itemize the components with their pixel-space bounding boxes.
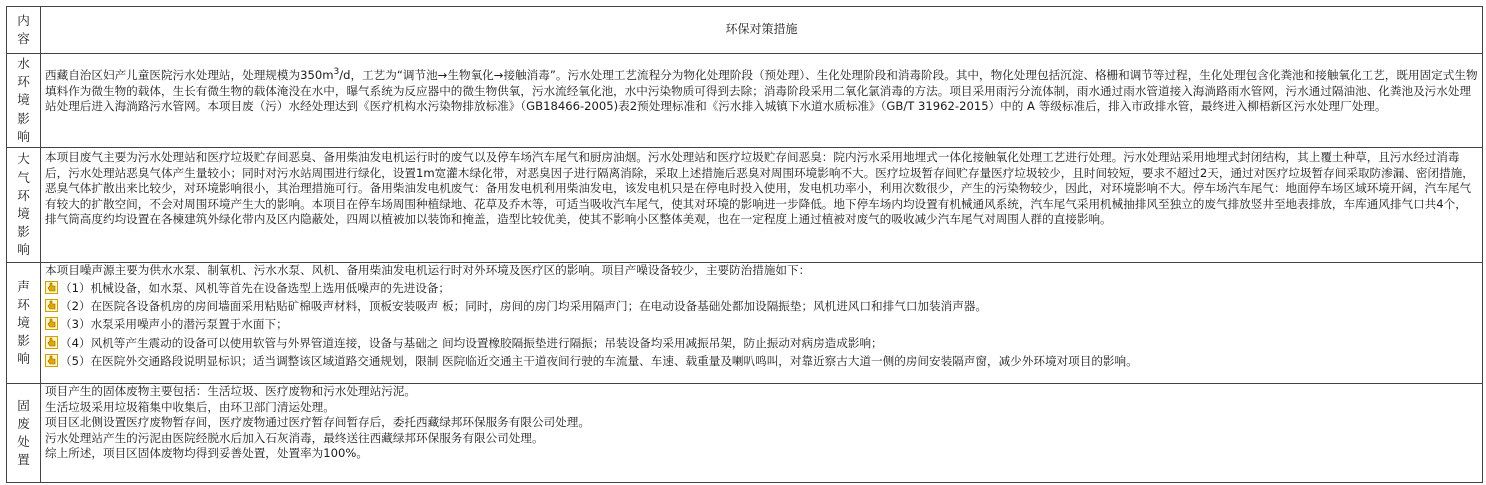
- hand-pointer-icon: [45, 299, 58, 312]
- hand-pointer-icon: [45, 336, 58, 349]
- noise-item-text: （3）水泵采用噪声小的潜污泵置于水面下；: [60, 317, 288, 332]
- water-category-label: 水环境影响: [17, 56, 30, 144]
- noise-row: [7, 263, 1483, 384]
- water-text-part1: 西藏自治区妇产儿童医院污水处理站，处理规模为350m: [45, 68, 334, 82]
- noise-category-cell: [7, 263, 41, 384]
- air-text: 本项目废气主要为污水处理站和医疗垃圾贮存间恶臭、备用柴油发电机运行时的废气以及停车场汽车尾气和厨房油烟。污水处理站和医疗垃圾贮存间恶臭：院内污水采用地埋式一体化接触氧化处理工艺进行处理。污水处理站采用地埋式封闭结构，其上覆土种草，且污水经过消毒后，污水处理站恶臭气体产生量较小；同时对污水站周围进行绿化，设置1m宽灌木绿化带，对恶臭因子进行隔离消除，采取上述措施后恶臭对周围环境影响不大。医疗垃圾暂存间贮存量医疗垃圾较少，且时间较短，要求不超过2天，通过对医疗垃圾暂存间采取防渗漏、密闭措施，恶臭气体扩散出来比较少，对环境影响很小，其治理措施可行。备用柴油发电机废气：备用发电机利用柴油发电，该发电机只是在停电时投入使用，发电机功率小，利用次数很少，产生的污染物较少，因此，对环境影响不大。停车场汽车尾气：地面停车场区域环境开阔，汽车尾气有较大的扩散空间，不会对周围环境产生大的影响。本项目在停车场周围种植绿地、花草及乔木等，可适当吸收汽车尾气，使其对环境的影响进一步降低。地下停车场内均设置有机械通风系统，汽车尾气采用机械抽排风至独立的废气排放竖井至地表排放，车库通风排气口共4个，排气筒高度约均设置在各楝建筑外绿化带内及区内隐蔽处，四周以植被加以装饰和掩盖，造型比较优美，使其不影响小区整体美观，也在一定程度上通过植被对废气的吸收减少汽车尾气对周围人群的直接影响。: [45, 150, 1474, 227]
- noise-item-text: （4）风机等产生震动的设备可以使用软管与外界管道连接，设备与基础之 间均设置橡胶隔振垫进行隔振；吊装设备均采用减振吊架，防止振动对病房造成影响；: [60, 335, 883, 350]
- noise-item: [45, 315, 1478, 333]
- air-category-cell: [7, 148, 41, 263]
- water-text: [45, 68, 1478, 115]
- solid-line: 项目区北侧设置医疗废物暂存间，医疗废物通过医疗暂存间暂存后，委托西藏绿邦环保服务有限公司处理。: [45, 415, 590, 430]
- solid-line: 污水处理站产生的污泥由医院经脱水后加入石灰消毒，最终送往西藏绿邦环保服务有限公司处理。: [45, 430, 544, 445]
- solid-category-label: 固废处置: [17, 397, 30, 468]
- air-text-cell: [41, 148, 1483, 263]
- noise-item: [45, 297, 1478, 315]
- solid-category-cell: [7, 384, 41, 483]
- environmental-measures-table: [6, 6, 1483, 483]
- hand-pointer-icon: [45, 354, 58, 367]
- header-content-label: 内容: [17, 12, 30, 46]
- noise-item: [45, 334, 1478, 352]
- air-row: [7, 148, 1483, 263]
- noise-category-label: 声环境影响: [17, 278, 30, 367]
- noise-item: [45, 279, 1478, 297]
- hand-pointer-icon: [45, 317, 58, 330]
- noise-item-text: （5）在医院外交通路段说明显标识；适当调整该区域道路交通规划，限制 医院临近交通主干道夜间行驶的车流量、车速、载重量及喇叭鸣叫，对靠近察古大道一侧的房间安装隔声窗，减少外环境对项目的影响。: [60, 354, 1138, 369]
- water-text-cell: [41, 54, 1483, 148]
- header-measures-label: 环保对策措施: [725, 22, 798, 37]
- water-unit-sup: 3: [333, 67, 340, 77]
- solid-text-cell: [41, 384, 1483, 483]
- water-text-part2: /d，工艺为“调节池→生物氧化→接触消毒”。污水处理工艺流程分为物化处理阶段（预处理）、生化处理阶段和消毒阶段。其中，物化处理包括沉淀、格栅和调节等过程，生化处理包含化粪池和接触氧化工艺，既用固定式生物填料作为微生物的载体，生长有微生物的载体淹没在水中，曝气系统为反应器中的微生物供氧，污水流经氧化池，水中污染物质可得到去除；消毒阶段采用二氧化氯消毒的方法。项目采用雨污分流体制，雨水通过雨水管道接入海淌路雨水管网，污水通过隔油池、化粪池及污水处理站处理后进入海淌路污水管网。本项目废（污）水经处理达到《医疗机构水污染物排放标准》（GB18466-2005)表2预处理标准和《污水排入城镇下水道水质标准》（GB/T 31962-2015）中的 A 等级标准后，排入市政排水管，最终进入柳梧新区污水处理厂处理。: [45, 68, 1478, 114]
- header-measures-cell: [41, 7, 1483, 54]
- noise-item-text: （1）机械设备，如水泵、风机等首先在设备选型上选用低噪声的先进设备；: [60, 280, 450, 295]
- header-row: [7, 7, 1483, 54]
- solid-line: 项目产生的固体废物主要包括：生活垃圾、医疗废物和污水处理站污泥。: [45, 384, 417, 399]
- air-category-label: 大气环境影响: [17, 151, 30, 258]
- water-category-cell: [7, 54, 41, 148]
- noise-item-text: （2）在医院各设备机房的房间墙面采用粘贴矿棉吸声材料，顶板安装吸声 板；同时，房间的房门均采用隔声门；在电动设备基础处都加设隔振垫；风机进风口和排气口加装消声器。: [60, 299, 987, 313]
- solid-line: 生活垃圾采用垃圾箱集中收集后，由环卫部门清运处理。: [45, 399, 335, 414]
- noise-item: [45, 352, 1478, 370]
- water-row: [7, 54, 1483, 148]
- noise-intro: 本项目噪声源主要为供水水泵、制氧机、污水水泵、风机、备用柴油发电机运行时对外环境及医疗区的影响。项目产噪设备较少，主要防治措施如下：: [45, 263, 811, 278]
- hand-pointer-icon: [45, 281, 58, 294]
- solid-line: 综上所述，项目区固体废物均得到妥善处置，处置率为100%。: [45, 446, 368, 461]
- noise-text-cell: [41, 263, 1483, 384]
- header-content-cell: [7, 7, 41, 54]
- solid-row: [7, 384, 1483, 483]
